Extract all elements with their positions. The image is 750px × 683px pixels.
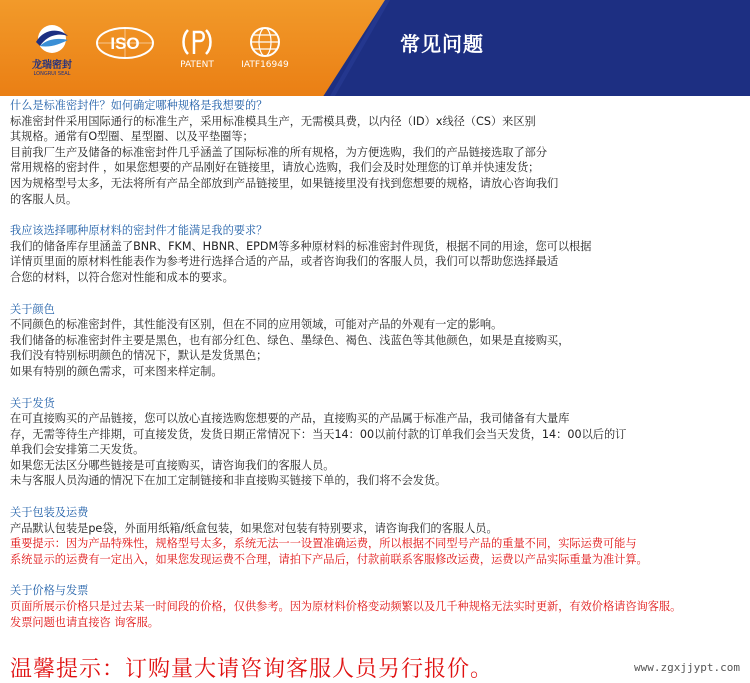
- faq-question: 关于发货: [10, 396, 55, 410]
- bottom-notice: 温馨提示：订购量大请咨询客服人员另行报价。: [10, 657, 494, 682]
- iso-globe-icon: [95, 26, 155, 60]
- faq-answer-line: 如果您无法区分哪些链接是可直接购买，请咨询我们的客服人员。: [10, 458, 335, 472]
- iso-text: ISO: [110, 34, 140, 53]
- faq-answer-line: 目前我厂生产及储备的标准密封件几乎涵盖了国际标准的所有规格，为方便选购，我们的产品链接选取了部分: [10, 145, 548, 159]
- faq-question: 关于包装及运费: [10, 506, 89, 520]
- faq-warning-line: 页面所展示价格只是过去某一时间段的价格，仅供参考。因为原材料价格变动频繁以及几千种规格无法实时更新，有效价格请咨询客服。: [10, 600, 682, 614]
- faq-answer-line: 详情页里面的原材料性能表作为参考进行选择合适的产品，或者咨询我们的客服人员，我们可以帮助您选择最适: [10, 255, 559, 269]
- faq-section-shipping: [10, 396, 740, 490]
- brand-name: 龙瑞密封: [32, 60, 72, 71]
- faq-answer-line: 标准密封件采用国际通行的标准生产，采用标准模具生产，无需模具费，以内径（ID）x线径（CS）来区别: [10, 114, 536, 128]
- faq-answer-line: 合您的材料，以符合您对性能和成本的要求。: [10, 270, 234, 284]
- faq-answer-line: 我们没有特别标明颜色的情况下，默认是发货黑色；: [10, 349, 268, 363]
- faq-question: 关于价格与发票: [10, 584, 89, 598]
- patent-icon: [180, 26, 214, 58]
- faq-question: 我应该选择哪种原材料的密封件才能满足我的要求？: [10, 224, 268, 238]
- faq-answer-line: 我们的储备库存里涵盖了BNR、FKM、HBNR、EPDM等多种原材料的标准密封件现货，根据不同的用途，您可以根据: [10, 239, 592, 253]
- faq-answer-line: 存，无需等待生产排期，可直接发货，发货日期正常情况下：当天14：00以前付款的订单我们会当天发货，14：00以后的订: [10, 427, 627, 441]
- page-title: 常见问题: [400, 32, 484, 56]
- faq-section-packaging: [10, 505, 740, 567]
- faq-section-standard-seals: [10, 98, 740, 207]
- faq-answer-line: 因为规格型号太多，无法将所有产品全部放到产品链接里，如果链接里没有找到您想要的规格，请放心咨询我们: [10, 176, 559, 190]
- faq-answer-line: 常用规格的密封件 ，如果您想要的产品刚好在链接里，请放心选购，我们会及时处理您的订单并快速发货；: [10, 161, 540, 175]
- faq-answer-line: 如果有特别的颜色需求，可来图来样定制。: [10, 364, 223, 378]
- faq-section-material: [10, 223, 740, 285]
- header-banner: [0, 0, 750, 96]
- faq-question: 关于颜色: [10, 302, 55, 316]
- brand-subtitle: LONGRUI SEAL: [33, 71, 71, 77]
- faq-warning-line: 重要提示：因为产品特殊性，规格型号太多，系统无法一一设置准确运费，所以根据不同型号产品的重量不同，实际运费可能与: [10, 537, 637, 551]
- brand-swoosh-icon: [30, 24, 74, 54]
- faq-content: [10, 98, 740, 630]
- iatf-logo: [232, 26, 298, 70]
- brand-logo: [22, 24, 82, 77]
- faq-answer-line: 单我们会安排第二天发货。: [10, 443, 145, 457]
- faq-answer-line: 产品默认包装是pe袋，外面用纸箱/纸盒包装，如果您对包装有特别要求，请咨询我们的客服人员。: [10, 521, 498, 535]
- faq-answer-line: 在可直接购买的产品链接，您可以放心直接选购您想要的产品，直接购买的产品属于标准产品，我司储备有大量库: [10, 412, 570, 426]
- faq-answer-line: 其规格。通常有O型圈、星型圈、以及平垫圈等；: [10, 130, 254, 144]
- faq-warning-line: 系统显示的运费有一定出入，如果您发现运费不合理，请拍下产品后，付款前联系客服修改运费，运费以产品实际重量为准计算。: [10, 552, 648, 566]
- faq-section-color: [10, 302, 740, 380]
- faq-answer-line: 的客服人员。: [10, 192, 78, 206]
- iatf-globe-icon: [245, 26, 285, 58]
- faq-answer-line: 未与客服人员沟通的情况下在加工定制链接和非直接购买链接下单的，我们将不会发货。: [10, 474, 447, 488]
- faq-answer-line: 我们储备的标准密封件主要是黑色，也有部分红色、绿色、墨绿色、褐色、浅蓝色等其他颜色，如果是直接购买，: [10, 333, 570, 347]
- faq-warning-line: 发票问题也请直接咨 询客服。: [10, 615, 159, 629]
- iso-logo: [95, 26, 155, 60]
- patent-logo: [172, 26, 222, 70]
- faq-question: 什么是标准密封件？如何确定哪种规格是我想要的？: [10, 99, 268, 112]
- iatf-text: IATF16949: [241, 60, 289, 70]
- faq-answer-line: 不同颜色的标准密封件，其性能没有区别，但在不同的应用领域，可能对产品的外观有一定的影响。: [10, 318, 503, 332]
- watermark: www.zgxjjypt.com: [634, 661, 740, 674]
- patent-text: PATENT: [180, 60, 214, 70]
- faq-section-price: [10, 583, 740, 630]
